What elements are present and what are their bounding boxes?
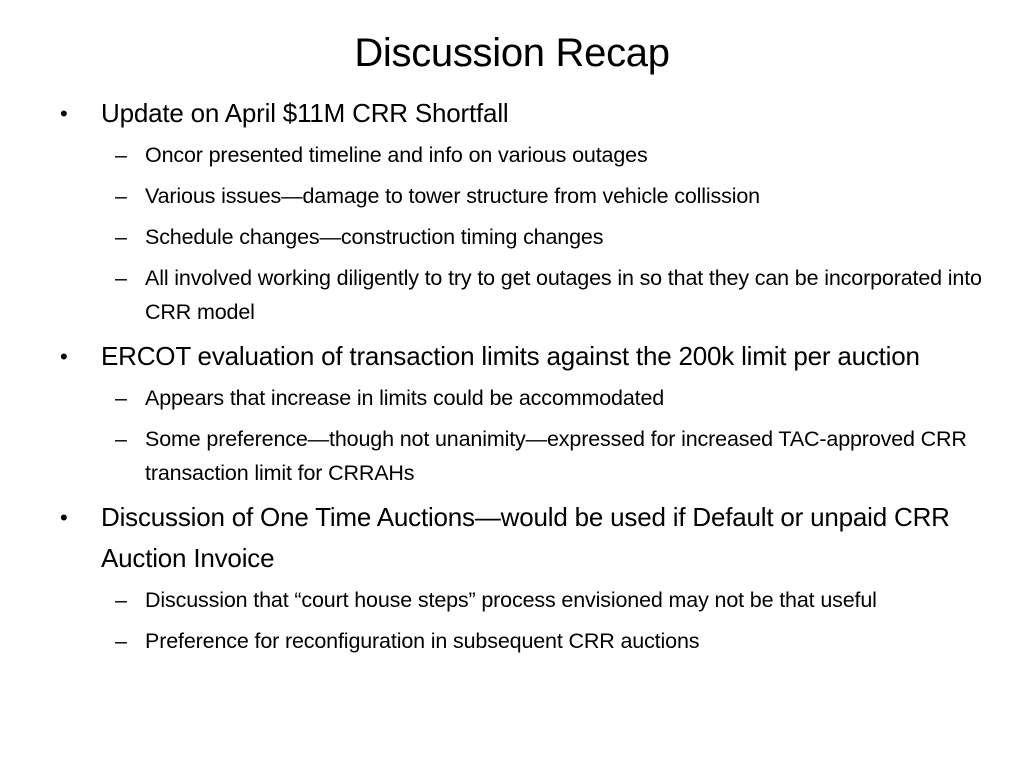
bullet-text: ERCOT evaluation of transaction limits against the 200k limit per auction [101, 341, 920, 371]
slide-content [58, 93, 988, 665]
dash-icon: – [115, 225, 127, 249]
sub-item [115, 422, 988, 490]
sub-list [58, 138, 988, 329]
dash-icon: – [115, 629, 127, 653]
sub-item [115, 138, 988, 172]
sub-item-text: Some preference—though not unanimity—expressed for increased TAC-approved CRR transaction limit for CRRAHs [145, 427, 967, 485]
bullet-text: Discussion of One Time Auctions—would be used if Default or unpaid CRR Auction Invoice [101, 502, 950, 573]
bullet-dot-icon: • [60, 344, 68, 369]
dash-icon: – [115, 184, 127, 208]
dash-icon: – [115, 386, 127, 410]
sub-item-text: Oncor presented timeline and info on various outages [145, 143, 648, 167]
sub-item-text: Preference for reconfiguration in subsequent CRR auctions [145, 629, 700, 653]
sub-item [115, 381, 988, 415]
sub-item-text: Appears that increase in limits could be accommodated [145, 386, 665, 410]
slide-title: Discussion Recap [354, 31, 670, 75]
bullet-item [58, 497, 988, 579]
bullet-item [58, 93, 988, 134]
sub-item-text: Schedule changes—construction timing changes [145, 225, 604, 249]
sub-list [58, 381, 988, 490]
bullet-item [58, 336, 988, 377]
sub-item-text: Discussion that “court house steps” process envisioned may not be that useful [145, 588, 877, 612]
sub-item-text: All involved working diligently to try to get outages in so that they can be incorporated into CRR model [145, 266, 982, 324]
bullet-dot-icon: • [60, 101, 68, 126]
dash-icon: – [115, 588, 127, 612]
dash-icon: – [115, 143, 127, 167]
sub-item [115, 624, 988, 658]
dash-icon: – [115, 427, 127, 451]
bullet-text: Update on April $11M CRR Shortfall [101, 98, 509, 128]
sub-item [115, 261, 988, 329]
dash-icon: – [115, 266, 127, 290]
sub-item [115, 179, 988, 213]
sub-item [115, 220, 988, 254]
sub-item [115, 583, 988, 617]
sub-list [58, 583, 988, 658]
sub-item-text: Various issues—damage to tower structure from vehicle collission [145, 184, 760, 208]
bullet-dot-icon: • [60, 505, 68, 530]
